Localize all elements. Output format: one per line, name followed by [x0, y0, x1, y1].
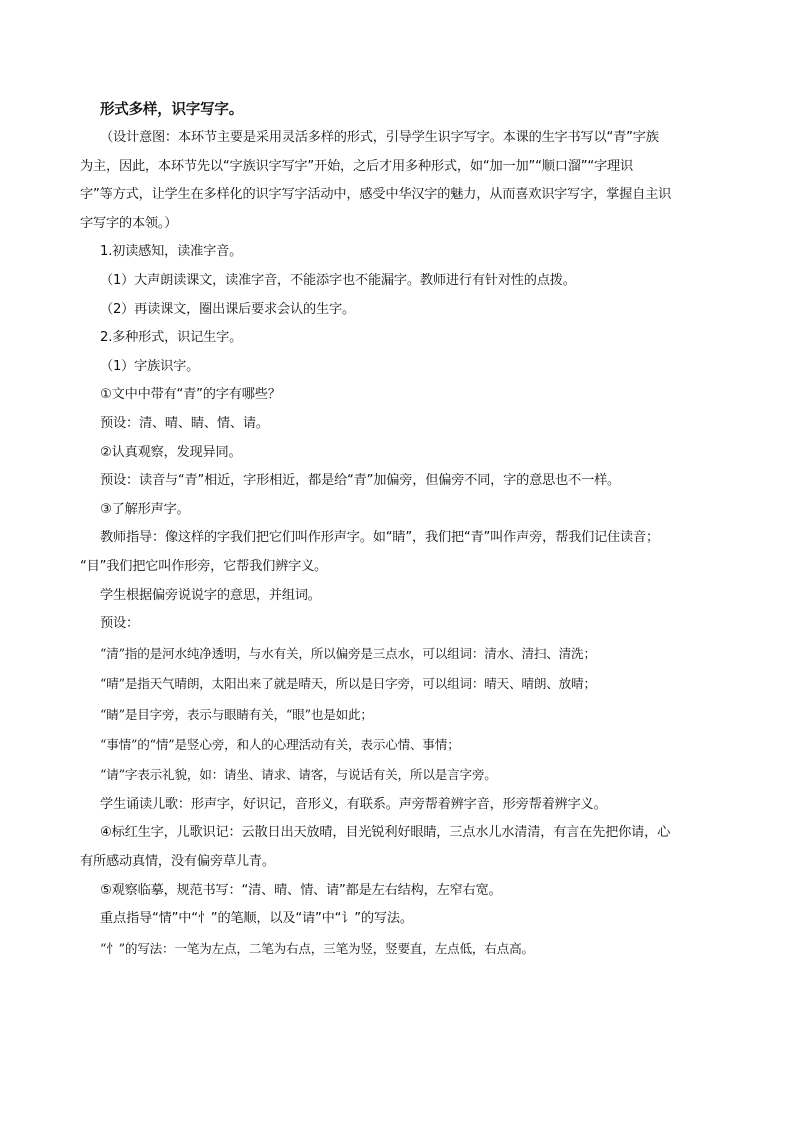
preset-item: “清”指的是河水纯净透明，与水有关，所以偏旁是三点水，可以组词：清水、清扫、清洗； [100, 645, 596, 661]
preset-item: “睛”是目字旁，表示与眼睛有关，“眼”也是如此； [100, 706, 373, 722]
student-words: 学生根据偏旁说说字的意思，并组词。 [100, 587, 321, 603]
preset-item: “事情”的“情”是竖心旁，和人的心理活动有关，表示心情、事情； [100, 736, 460, 752]
step-2-heading: 2.多种形式，识记生字。 [100, 330, 243, 346]
design-intent-line-4: 字写字的本领。） [80, 215, 178, 231]
question-4-line-2: 有所感动真情，没有偏旁草儿青。 [80, 853, 275, 869]
answer-1: 预设：清、晴、睛、情、请。 [100, 415, 269, 431]
question-3: ③了解形声字。 [100, 501, 190, 517]
step-1-heading: 1.初读感知，读准字音。 [100, 244, 243, 260]
design-intent-line-3: 字”等方式，让学生在多样化的识字写字活动中，感受中华汉字的魅力，从而喜欢识字写字，掌握自主识 [80, 187, 672, 203]
teacher-guide-line-1: 教师指导：像这样的字我们把它们叫作形声字。如“睛”，我们把“青”叫作声旁，帮我们记住读音； [100, 530, 660, 546]
focus-guidance: 重点指导“情”中“忄”的笔顺，以及“请”中“讠”的写法。 [100, 911, 413, 927]
preset-item: “请”字表示礼貌，如：请坐、请求、请客，与说话有关，所以是言字旁。 [100, 767, 497, 783]
preset-label: 预设： [100, 616, 139, 632]
design-intent-line-2: 为主，因此，本环节先以“字族识字写字”开始，之后才用多种形式，如“加一加”“顺口溜”“字理识 [80, 158, 633, 174]
step-1-item-1: （1）大声朗读课文，读准字音，不能添字也不能漏字。教师进行有针对性的点拨。 [100, 272, 576, 288]
design-intent-line-1: （设计意图：本环节主要是采用灵活多样的形式，引导学生识字写字。本课的生字书写以“青”字族 [100, 130, 659, 145]
question-4-line-1: ④标红生字，儿歌识记：云散日出天放晴，目光锐利好眼睛，三点水儿水清清，有言在先把你请，心 [100, 825, 671, 841]
section-title: 形式多样，识字写字。 [100, 102, 243, 118]
stroke-guidance: “忄”的写法：一笔为左点，二笔为右点，三笔为竖，竖要直，左点低，右点高。 [100, 940, 534, 956]
rhyme: 学生诵读儿歌：形声字，好识记，音形义，有联系。声旁帮着辨字音，形旁帮着辨字义。 [100, 796, 607, 812]
step-1-item-2: （2）再读课文，圈出课后要求会认的生字。 [100, 301, 355, 317]
question-1: ①文中中带有“青”的字有哪些？ [100, 387, 281, 403]
preset-item: “晴”是指天气晴朗，太阳出来了就是晴天，所以是日字旁，可以组词：晴天、晴朗、放晴； [100, 676, 596, 692]
question-2: ②认真观察，发现异同。 [100, 444, 242, 460]
step-2-item-1: （1）字族识字。 [100, 358, 200, 374]
answer-2: 预设：读音与“青”相近，字形相近，都是给“青”加偏旁，但偏旁不同，字的意思也不一样。 [100, 473, 621, 489]
question-5: ⑤观察临摹，规范书写：“清、晴、情、请”都是左右结构，左窄右宽。 [100, 882, 502, 898]
teacher-guide-line-2: “目”我们把它叫作形旁，它帮我们辨字义。 [80, 558, 328, 574]
